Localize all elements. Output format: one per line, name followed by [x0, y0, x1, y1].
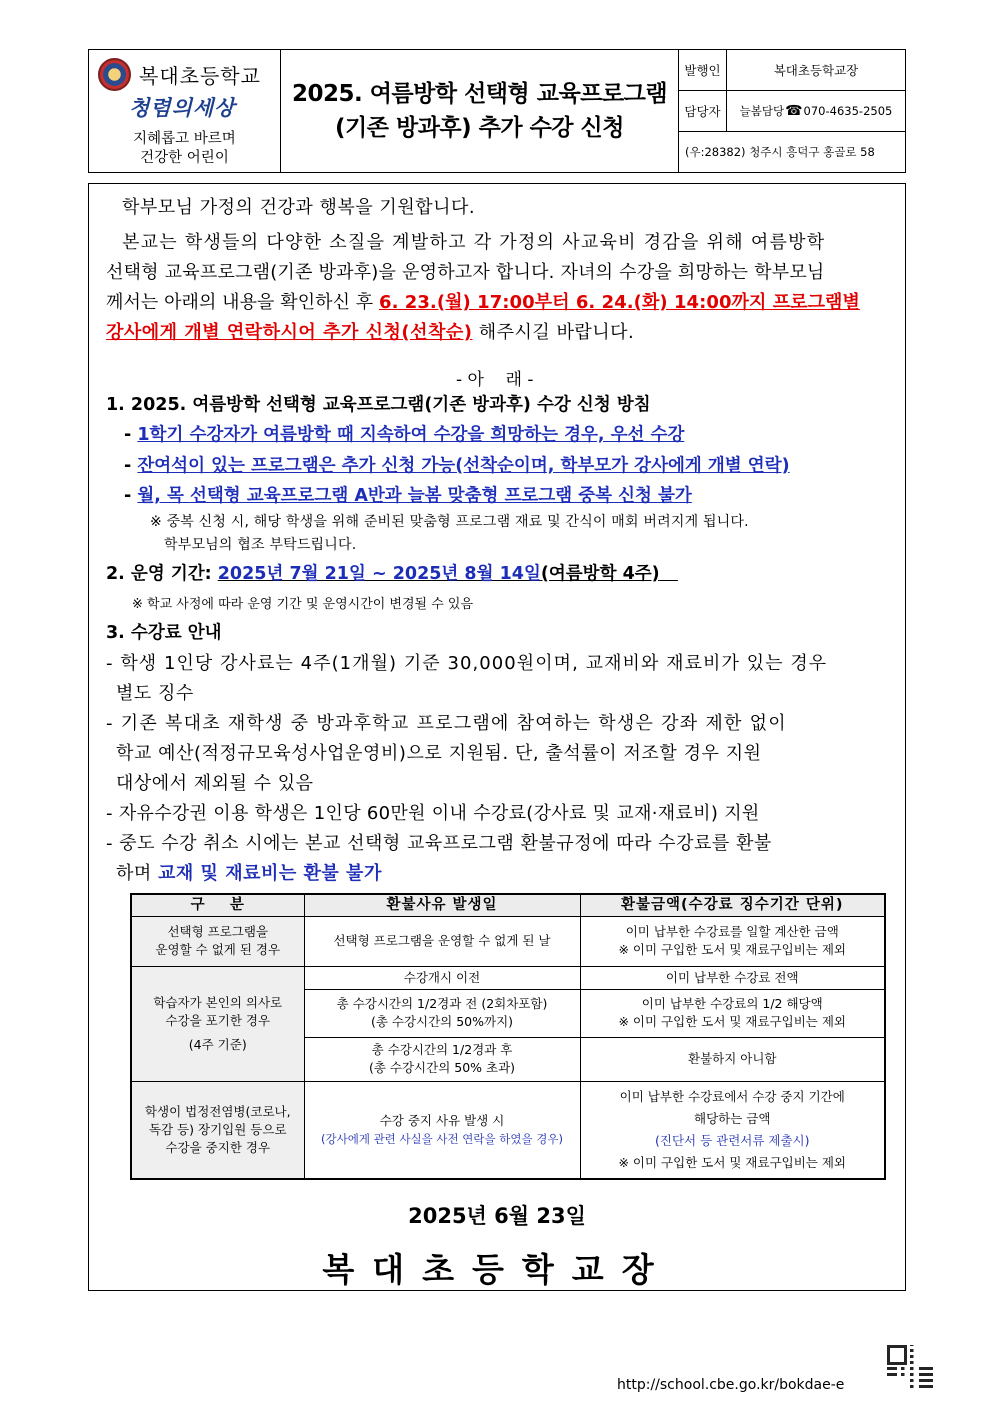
- fee-item-2-line-1: - 기존 복대초 재학생 중 방과후학교 프로그램에 참여하는 학생은 강좌 제한 없이: [106, 713, 787, 734]
- address-row: [679, 132, 905, 172]
- school-motto: [89, 130, 280, 168]
- fee-item-4-line-1: - 중도 수강 취소 시에는 본교 선택형 교육프로그램 환불규정에 따라 수강료를 환불: [106, 833, 772, 854]
- contact-person: 늘봄담당: [739, 104, 785, 118]
- non-refundable-note: 교재 및 재료비는 환불 불가: [158, 863, 382, 884]
- fee-item-1-line-1: - 학생 1인당 강사료는 4주(1개월) 기준 30,000원이며, 교재비와 재료비가 있는 경우: [106, 653, 828, 674]
- title-line-1: 2025. 여름방학 선택형 교육프로그램: [291, 81, 668, 107]
- table-row: [131, 966, 885, 989]
- document-header: [88, 49, 906, 173]
- intro-line-4: [106, 318, 634, 344]
- header-event: 환불사유 발생일: [304, 894, 580, 916]
- policy-note-line-2: 학부모님의 협조 부탁드립니다.: [164, 537, 357, 553]
- amount-cell: 이미 납부한 수강료의 1/2 해당액 ※ 이미 구입한 도서 및 재료구입비는 제외: [580, 989, 885, 1037]
- header-amount: 환불금액(수강료 징수기간 단위): [580, 894, 885, 916]
- intro-line-2: 선택형 교육프로그램(기존 방과후)을 운영하고자 합니다. 자녀의 수강을 희망하는 학부모님: [106, 262, 825, 283]
- category-cell: 학습자가 본인의 의사로 수강을 포기한 경우 (4주 기준): [131, 966, 304, 1081]
- section-2-note: ※ 학교 사정에 따라 운영 기간 및 운영시간이 변경될 수 있음: [132, 597, 474, 612]
- amount-cell: 이미 납부한 수강료에서 수강 중지 기간에 해당하는 금액 (진단서 등 관련서류 제출시) ※ 이미 구입한 도서 및 재료구입비는 제외: [580, 1081, 885, 1179]
- contact-row: [679, 91, 905, 132]
- policy-item-1: - 1학기 수강자가 여름방학 때 지속하여 수강을 희망하는 경우, 우선 수강: [124, 425, 685, 445]
- issue-date: 2025년 6월 23일: [408, 1204, 586, 1228]
- application-period: 6. 23.(월) 17:00부터 6. 24.(화) 14:00까지 프로그램별: [379, 292, 860, 313]
- issuer-value: 복대초등학교장: [773, 63, 859, 78]
- operation-period-suffix: (여름방학 4주): [540, 564, 660, 584]
- policy-item-2: - 잔여석이 있는 프로그램은 추가 신청 가능(선착순이며, 학부모가 강사에게 개별 연락): [124, 456, 790, 476]
- contact-value: [727, 91, 905, 131]
- title-line-2: (기존 방과후) 추가 수강 신청: [335, 115, 624, 141]
- operation-period-wrap: [218, 564, 678, 584]
- policy-item-3: - 월, 목 선택형 교육프로그램 A반과 늘봄 맞춤형 프로그램 중복 신청 불가: [124, 486, 692, 506]
- operation-period: 2025년 7월 21일 ~ 2025년 8월 14일: [217, 564, 541, 584]
- school-identity: [89, 50, 281, 172]
- school-emblem-icon: [98, 58, 131, 91]
- principal-signature: 복대초등학교장: [322, 1250, 672, 1289]
- header-category: 구 분: [131, 894, 304, 916]
- section-2-label: 2. 운영 기간:: [106, 564, 218, 584]
- table-row: [131, 1081, 885, 1179]
- school-name: 복대초등학교: [139, 64, 261, 88]
- table-row: [131, 916, 885, 966]
- event-cell: 수강 중지 사유 발생 시 (강사에게 관련 사실을 사전 연락을 하였을 경우): [304, 1081, 580, 1179]
- amount-cell: 환불하지 아니함: [580, 1037, 885, 1081]
- contact-phone: 070-4635-2505: [803, 104, 893, 118]
- motto-line-2: 건강한 어린이: [140, 150, 229, 166]
- category-cell: 선택형 프로그램을 운영할 수 없게 된 경우: [131, 916, 304, 966]
- fee-item-2-line-2: 학교 예산(적정규모육성사업운영비)으로 지원됨. 단, 출석률이 저조할 경우 지원: [116, 743, 762, 764]
- event-cell: 총 수강시간의 1/2경과 후 (총 수강시간의 50% 초과): [304, 1037, 580, 1081]
- section-3-title: 3. 수강료 안내: [106, 623, 222, 643]
- contact-label: 담당자: [679, 91, 727, 131]
- fee-item-3: - 자유수강권 이용 학생은 1인당 60만원 이내 수강료(강사료 및 교재·재료비) 지원: [106, 803, 760, 824]
- qr-code-icon[interactable]: [887, 1345, 933, 1391]
- issuer-row: [679, 50, 905, 91]
- intro-line-1: 본교는 학생들의 다양한 소질을 계발하고 각 가정의 사교육비 경감을 위해 여름방학: [122, 232, 826, 253]
- greeting: 학부모님 가정의 건강과 행복을 기원합니다.: [122, 197, 476, 218]
- intro-line-3: [106, 288, 860, 314]
- event-cell: 선택형 프로그램을 운영할 수 없게 된 날: [304, 916, 580, 966]
- fee-item-1-line-2: 별도 징수: [116, 683, 194, 704]
- application-method: 강사에게 개별 연락하시어 추가 신청(선착순): [106, 322, 473, 343]
- intro-line-4-plain: 해주시길 바랍니다.: [472, 322, 635, 343]
- document-body: [88, 183, 906, 1291]
- table-header-row: [131, 894, 885, 916]
- event-cell: 수강개시 이전: [304, 966, 580, 989]
- policy-note-line-1: ※ 중복 신청 시, 해당 학생을 위해 준비된 맞춤형 프로그램 재료 및 간식이 매회 버려지게 됩니다.: [150, 514, 749, 530]
- telephone-icon: ☎: [785, 103, 803, 119]
- fee-item-4-plain: 하며: [116, 863, 158, 884]
- section-1-title: 1. 2025. 여름방학 선택형 교육프로그램(기존 방과후) 수강 신청 방침: [106, 395, 651, 415]
- notice-header: - 아 래 -: [456, 370, 534, 390]
- issuer-info: [679, 50, 905, 172]
- issuer-label: 발행인: [679, 50, 727, 90]
- fee-item-2-line-3: 대상에서 제외될 수 있음: [116, 773, 314, 794]
- event-cell: 총 수강시간의 1/2경과 전 (2회차포함) (총 수강시간의 50%까지): [304, 989, 580, 1037]
- amount-cell: 이미 납부한 수강료를 일할 계산한 금액 ※ 이미 구입한 도서 및 재료구입비는 제외: [580, 916, 885, 966]
- integrity-slogan-logo: 청렴의세상: [129, 96, 236, 120]
- refund-table: [130, 893, 886, 1180]
- document-title: [281, 50, 679, 172]
- amount-cell: 이미 납부한 수강료 전액: [580, 966, 885, 989]
- school-website-link[interactable]: http://school.cbe.go.kr/bokdae-e: [617, 1377, 845, 1393]
- category-cell: 학생이 법정전염병(코로나, 독감 등) 장기입원 등으로 수강을 중지한 경우: [131, 1081, 304, 1179]
- intro-line-3-plain: 께서는 아래의 내용을 확인하신 후: [106, 292, 379, 313]
- motto-line-1: 지혜롭고 바르며: [133, 131, 236, 147]
- address: (우:28382) 청주시 흥덕구 홍골로 58: [685, 145, 875, 159]
- fee-item-4-line-2: [116, 859, 382, 885]
- section-2-line: [106, 560, 678, 585]
